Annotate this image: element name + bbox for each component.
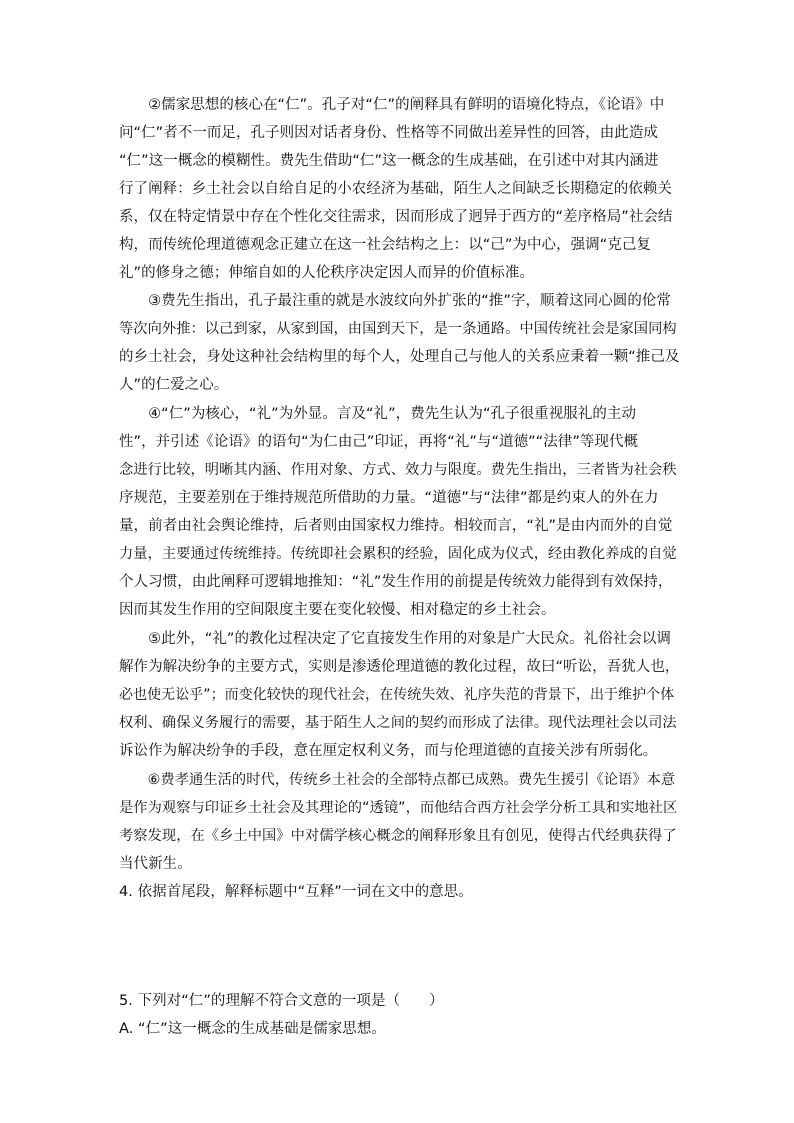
paragraph-2-line-4: 行了阐释：乡土社会以自给自足的小农经济为基础，陌生人之间缺乏长期稳定的依赖关 [119,181,672,197]
paragraph-5-line-1: ⑤此外，“礼”的教化过程决定了它直接发生作用的对象是广大民众。礼俗社会以调 [119,631,671,647]
paragraph-4-line-6: 力量，主要通过传统维持。传统即社会累积的经验，固化成为仪式，经由教化养成的自觉 [119,546,677,562]
paragraph-2-line-7: 礼”的修身之德；伸缩自如的人伦秩序决定因人而异的价值标准。 [119,265,534,281]
paragraph-5-line-3: 必也使无讼乎”；而变化较快的现代社会，在传统失效、礼序失范的背景下，出于维护个体 [119,687,675,703]
paragraph-3-line-3: 的乡土社会，身处这种社会结构里的每个人，处理自己与他人的关系应秉着一颗“推己及 [119,349,680,365]
paragraph-3-line-2: 等次向外推：以己到家，从家到国，由国到天下，是一条通路。中国传统社会是家国同构 [119,321,677,337]
paragraph-2-line-2: 问“仁”者不一而足，孔子则因对话者身份、性格等不同做出差异性的回答，由此造成 [119,125,658,141]
question-4: 4. 依据首尾段，解释标题中“互释”一词在文中的意思。 [119,884,473,900]
paragraph-2-line-1: ②儒家思想的核心在“仁”。孔子对“仁”的阐释具有鲜明的语境化特点，《论语》中 [119,97,665,113]
paragraph-2-line-3: “仁”这一概念的模糊性。费先生借助“仁”这一概念的生成基础，在引述中对其内涵进 [119,153,659,169]
paragraph-4-line-8: 因而其发生作用的空间限度主要在变化较慢、相对稳定的乡土社会。 [119,602,556,618]
paragraph-4-line-2: 性”，并引述《论语》的语句“为仁由己”印证，再将“礼”与“道德”“法律”等现代概 [119,434,639,450]
paragraph-6-line-2: 是作为观察与印证乡土社会及其理论的“透镜”，而他结合西方社会学分析工具和实地社区 [119,800,678,816]
paragraph-6-line-1: ⑥费孝通生活的时代，传统乡土社会的全部特点都已成熟。费先生援引《论语》本意 [119,772,676,788]
paragraph-6-line-3: 考察发现，在《乡土中国》中对儒学核心概念的阐释形象且有创见，使得古代经典获得了 [119,828,677,844]
paragraph-5-line-2: 解作为解决纷争的主要方式，实则是渗透伦理道德的教化过程，故曰“听讼，吾犹人也， [119,659,680,675]
paragraph-4-line-7: 个人习惯，由此阐释可逻辑地推知：“礼”发生作用的前提是传统效力能得到有效保持， [119,574,673,590]
paragraph-3-line-4: 人”的仁爱之心。 [119,377,229,393]
question-5: 5. 下列对“仁”的理解不符合文意的一项是（ ） [119,993,444,1009]
paragraph-2-line-6: 构，而传统伦理道德观念正建立在这一社会结构之上：以“己”为中心，强调“克己复 [119,237,651,253]
paragraph-5-line-4: 权利、确保义务履行的需要，基于陌生人之间的契约而形成了法律。现代法理社会以司法 [119,715,677,731]
paragraph-5-line-5: 诉讼作为解决纷争的手段，意在厘定权利义务，而与伦理道德的直接关涉有所弱化。 [119,743,658,759]
option-a: A. “仁”这一概念的生成基础是儒家思想。 [119,1021,386,1037]
paragraph-2-line-5: 系，仅在特定情景中存在个性化交往需求，因而形成了迥异于西方的“差序格局”社会结 [119,209,673,225]
paragraph-4-line-3: 念进行比较，明晰其内涵、作用对象、方式、效力与限度。费先生指出，三者皆为社会秩 [119,462,677,478]
paragraph-4-line-4: 序规范，主要差别在于维持规范所借助的力量。“道德”与“法律”都是约束人的外在力 [119,490,659,506]
paragraph-4-line-5: 量，前者由社会舆论维持，后者则由国家权力维持。相较而言，“礼”是由内而外的自觉 [119,518,673,534]
paragraph-3-line-1: ③费先生指出，孔子最注重的就是水波纹向外扩张的“推”字，顺着这同心圆的伦常 [119,293,671,309]
paragraph-4-line-1: ④“仁”为核心，“礼”为外显。言及“礼”，费先生认为“孔子很重视服礼的主动 [119,406,637,422]
paragraph-6-line-4: 当代新生。 [119,856,192,872]
